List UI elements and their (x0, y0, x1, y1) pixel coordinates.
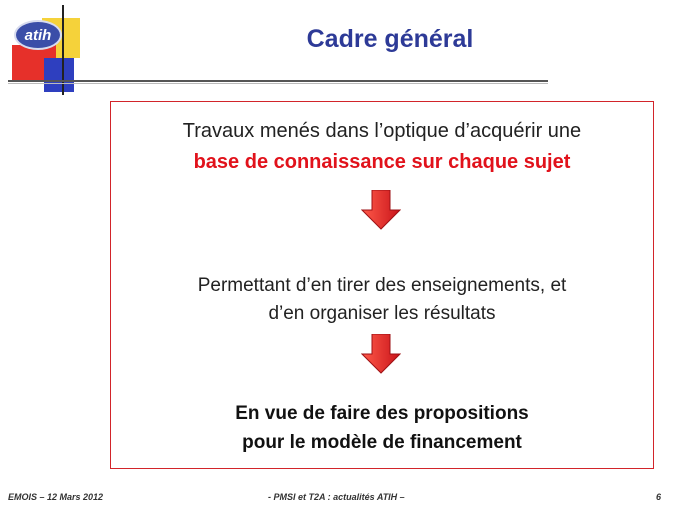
logo-blue-square (44, 58, 74, 92)
footer-page-number: 6 (656, 492, 662, 502)
logo-text: atih (24, 26, 52, 44)
header-divider-shadow (8, 83, 548, 84)
statement-line-3a: Permettant d’en tirer des enseignements, et (197, 275, 567, 296)
content-box (110, 101, 654, 469)
statement-line-1: Travaux menés dans l’optique d’acquérir une (182, 120, 582, 142)
statement-line-4a: En vue de faire des propositions (235, 403, 529, 424)
footer-topic: - PMSI et T2A : actualités ATIH – (268, 492, 405, 502)
statement-line-4b: pour le modèle de financement (242, 432, 522, 453)
header-divider (8, 80, 548, 82)
logo-badge (14, 20, 62, 50)
atih-logo (0, 0, 110, 100)
slide-title: Cadre général (306, 25, 474, 53)
statement-block-2 (111, 272, 653, 328)
statement-line-2-highlight: base de connaissance sur chaque sujet (193, 151, 571, 173)
statement-block-3 (111, 399, 653, 457)
down-arrow-icon (361, 334, 401, 374)
footer-event: EMOIS – 12 Mars 2012 (8, 492, 104, 502)
statement-line-3b: d’en organiser les résultats (268, 303, 496, 324)
down-arrow-icon (361, 190, 401, 230)
